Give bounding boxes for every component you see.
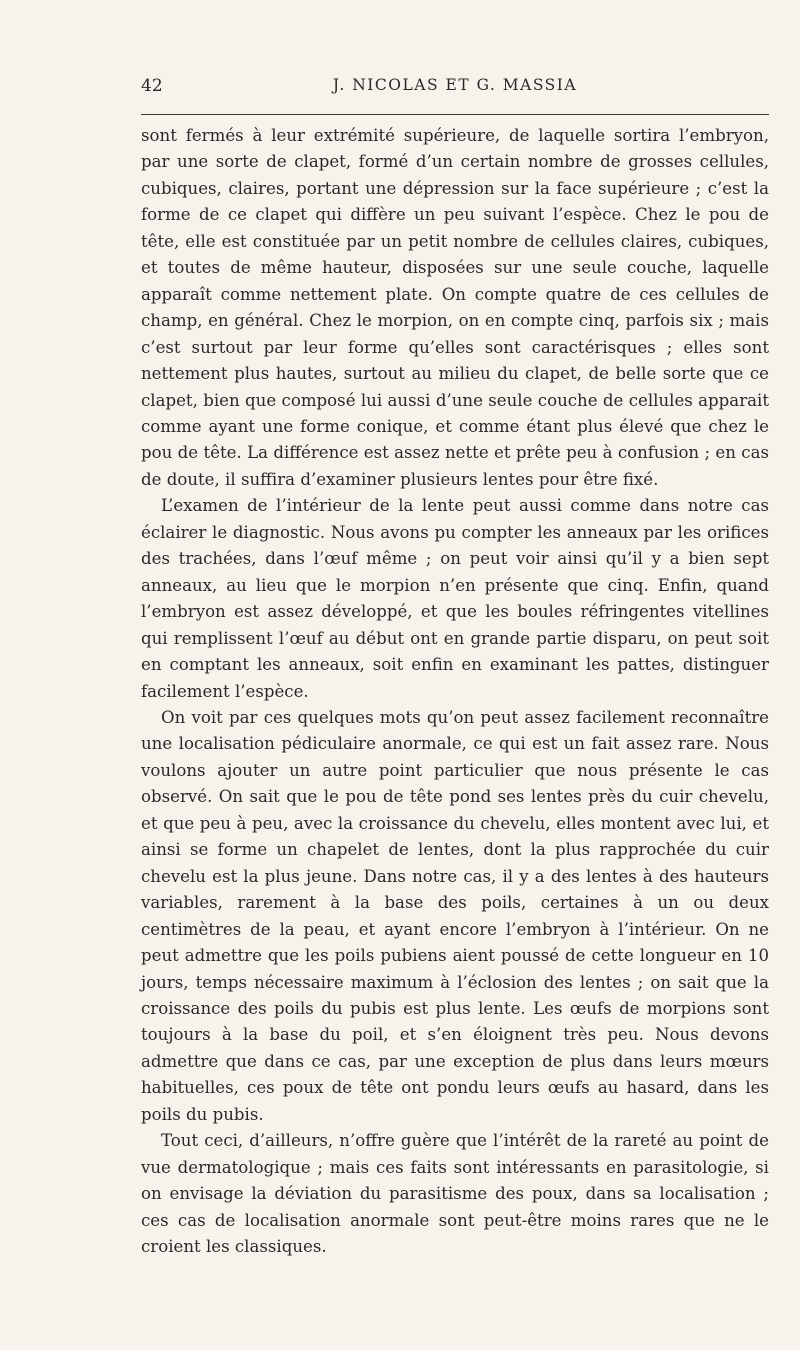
- paragraph-2: L’examen de l’intérieur de la lente peut aussi comme dans notre cas éclairer le diagnostic. Nous avons pu compter les anneaux par les orifices des trachées, dans l’œuf même ; on peut voir ainsi qu’il y a bien sept anneaux, au lieu que le morpion n’en présente que cinq. Enfin, quand l’embryon est assez développé, et que les boules réfringentes vitellines qui remplissent l’œuf au début ont en grande partie disparu, on peut soit en comptant les anneaux, soit enfin en examinant les pattes, distinguer facilement l’espèce.: [141, 496, 769, 701]
- page-number: 42: [141, 76, 163, 96]
- paragraph-4: Tout ceci, d’ailleurs, n’offre guère que l’intérêt de la rareté au point de vue dermatologique ; mais ces faits sont intéressants en parasitologie, si on envisage la déviation du parasitisme des poux, dans sa localisation ; ces cas de localisation anormale sont peut-être moins rares que ne le croient les classiques.: [141, 1131, 769, 1257]
- header-rule: [141, 114, 769, 115]
- running-head: J. NICOLAS ET G. MASSIA: [332, 76, 578, 94]
- body-text: [141, 123, 769, 1260]
- paragraph-3: On voit par ces quelques mots qu’on peut assez facilement reconnaître une localisation pédiculaire anormale, ce qui est un fait assez rare. Nous voulons ajouter un autre point particulier que nous présente le cas observé. On sait que le pou de tête pond ses lentes près du cuir chevelu, et que peu à peu, avec la croissance du chevelu, elles montent avec lui, et ainsi se forme un chapelet de lentes, dont la plus rapprochée du cuir chevelu est la plus jeune. Dans notre cas, il y a des lentes à des hauteurs variables, rarement à la base des poils, certaines à un ou deux centimètres de la peau, et ayant encore l’embryon à l’intérieur. On ne peut admettre que les poils pubiens aient poussé de cette longueur en 10 jours, temps nécessaire maximum à l’éclosion des lentes ; on sait que la croissance des poils du pubis est plus lente. Les œufs de morpions sont toujours à la base du poil, et s’en éloignent très peu. Nous devons admettre que dans ce cas, par une exception de plus dans leurs mœurs habituelles, ces poux de tête ont pondu leurs œufs au hasard, dans les poils du pubis.: [141, 707, 769, 1124]
- paragraph-1: sont fermés à leur extrémité supérieure, de laquelle sortira l’embryon, par une sorte de clapet, formé d’un certain nombre de grosses cellules, cubiques, claires, portant une dépression sur la face supérieure ; c’est la forme de ce clapet qui diffère un peu suivant l’espèce. Chez le pou de tête, elle est constituée par un petit nombre de cellules claires, cubiques, et toutes de même hauteur, disposées sur une seule couche, laquelle apparaît comme nettement plate. On compte quatre de ces cellules de champ, en général. Chez le morpion, on en compte cinq, parfois six ; mais c’est surtout par leur forme qu’elles sont caractérisques ; elles sont nettement plus hautes, surtout au milieu du clapet, de belle sorte que ce clapet, bien que composé lui aussi d’une seule couche de cellules apparait comme ayant une forme conique, et comme étant plus élevé que chez le pou de tête. La différence est assez nette et prête peu à confusion ; en cas de doute, il suffira d’examiner plusieurs lentes pour être fixé.: [141, 126, 769, 489]
- page-header: [141, 76, 769, 102]
